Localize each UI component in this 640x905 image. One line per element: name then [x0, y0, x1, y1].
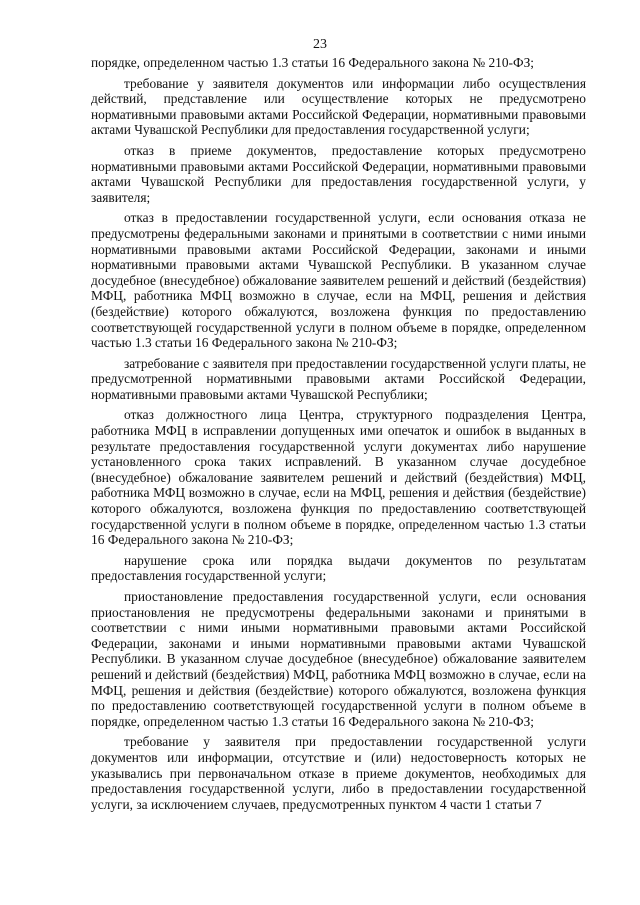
paragraph: порядке, определенном частью 1.3 статьи 16 Федерального закона № 210-ФЗ;	[91, 55, 535, 70]
paragraph: требование у заявителя при предоставлении государственной услуги документов или информации, отсутствие и (или) недостоверность которых не указывались при первоначальном отказе в приеме документов, необходимых для предоставления государственной услуги, либо в предоставлении государственной услуги, за исключением случаев, предусмотренных пунктом 4 части 1 статьи 7	[91, 734, 586, 812]
paragraph: требование у заявителя документов или информации либо осуществления действий, представление или осуществление которых не предусмотрено нормативными правовыми актами Российской Федерации, нормативными правовыми актами Чувашской Республики для предоставления государственной услуги;	[91, 75, 586, 138]
paragraph: нарушение срока или порядка выдачи документов по результатам предоставления государственной услуги;	[91, 552, 586, 584]
paragraph: отказ должностного лица Центра, структурного подразделения Центра, работника МФЦ в исправлении допущенных ими опечаток и ошибок в выданных в результате предоставления государственной услуги документах либо нарушение установленного срока таких исправлений. В указанном случае досудебное (внесудебное) обжалование заявителем решений и действий (бездействия) МФЦ, работника МФЦ возможно в случае, если на МФЦ, решения и действия (бездействие) которого обжалуются, возложена функция по предоставлению соответствующей государственной услуги в полном объеме в порядке, определенном частью 1.3 статьи 16 Федерального закона № 210-ФЗ;	[91, 407, 586, 548]
page-number: 23	[313, 37, 327, 52]
paragraph: отказ в предоставлении государственной услуги, если основания отказа не предусмотрены федеральными законами и принятыми в соответствии с ними иными нормативными правовыми актами Российской Федерации, законами и иными нормативными правовыми актами Чувашской Республики. В указанном случае досудебное (внесудебное) обжалование заявителем решений и действий (бездействия) МФЦ, работника МФЦ возможно в случае, если на МФЦ, решения и действия (бездействие) которого обжалуются, возложена функция по предоставлению соответствующей государственной услуги в полном объеме в порядке, определенном частью 1.3 статьи 16 Федерального закона № 210-ФЗ;	[91, 210, 586, 351]
paragraph: приостановление предоставления государственной услуги, если основания приостановления не предусмотрены федеральными законами и принятыми в соответствии с ними иными нормативными правовыми актами Российской Федерации, законами и иными нормативными правовыми актами Чувашской Республики. В указанном случае досудебное (внесудебное) обжалование заявителем решений и действий (бездействия) МФЦ, работника МФЦ возможно в случае, если на МФЦ, решения и действия (бездействие) которого обжалуются, возложена функция по предоставлению соответствующей государственной услуги в полном объеме в порядке, определенном частью 1.3 статьи 16 Федерального закона № 210-ФЗ;	[91, 589, 586, 729]
paragraph: затребование с заявителя при предоставлении государственной услуги платы, не предусмотренной нормативными правовыми актами Российской Федерации, нормативными правовыми актами Чувашской Республики;	[91, 355, 586, 402]
page-body	[91, 55, 586, 817]
paragraph: отказ в приеме документов, предоставление которых предусмотрено нормативными правовыми актами Российской Федерации, нормативными правовыми актами Чувашской Республики для предоставления государственной услуги, у заявителя;	[91, 142, 586, 205]
